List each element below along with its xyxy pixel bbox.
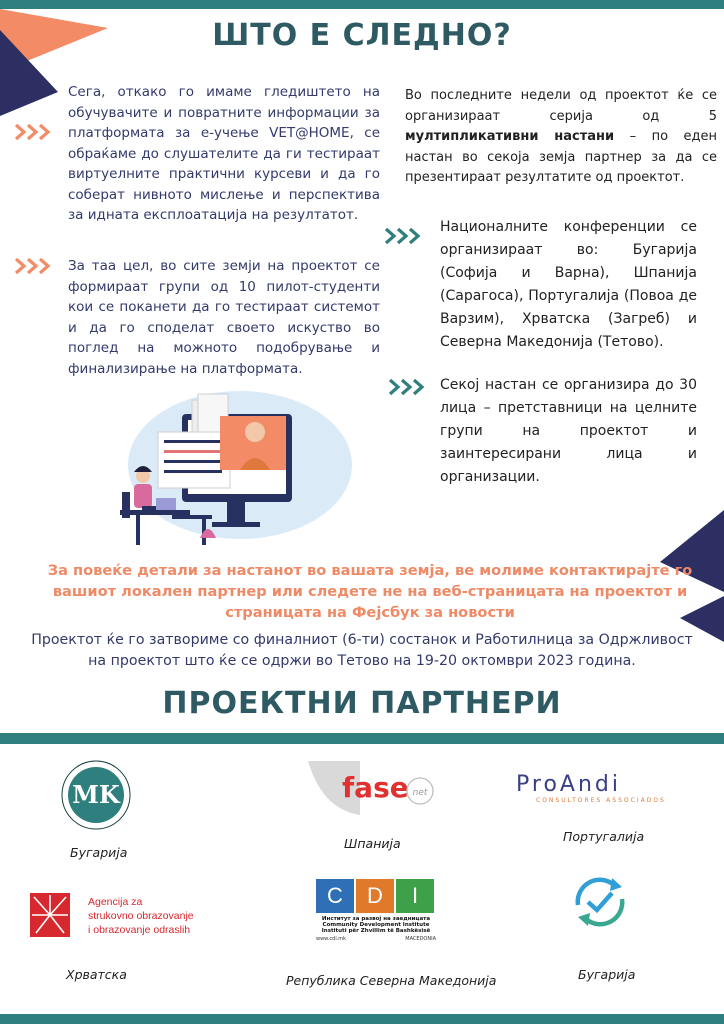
cdi-line-1: Институт за развој на заедницата bbox=[321, 916, 431, 922]
partner-country-bulgaria-1: Бугарија bbox=[70, 845, 128, 860]
asoo-logo-line-1: Agencija za bbox=[88, 896, 143, 908]
attendance-paragraph: Секој настан се организира до 30 лица – претставници на целните групи на проектот и заинтересирани лица и организации. bbox=[440, 377, 697, 485]
cdi-url: www.cdi.mk bbox=[316, 936, 347, 942]
proandi-logo-sub: CONSULTORES ASSOCIADOS bbox=[536, 797, 666, 804]
cdi-letter-c: C bbox=[316, 879, 354, 913]
cdi-logo bbox=[312, 879, 444, 959]
international-college-logo bbox=[58, 757, 134, 833]
cdi-letter-i: I bbox=[396, 879, 434, 913]
fase-logo-sub: net bbox=[412, 788, 428, 798]
pilot-groups-paragraph: За таа цел, во сите земји на проектот се формираат групи од 10 пилот-студенти кои се поканети да го тестираат системот и да го споделат своето искуство во поглед на можното подобрување и финализирање на платформата. bbox=[68, 258, 380, 377]
cdi-line-2: Community Development Institute bbox=[322, 922, 430, 928]
intro-text-end: – по еден настан во секоја земја партнер за да се презентираат резултатите од проектот. bbox=[405, 129, 717, 185]
partner-country-portugal: Португалија bbox=[563, 829, 645, 844]
fase-logo bbox=[302, 757, 438, 819]
partner-country-north-macedonia: Република Северна Македонија bbox=[286, 973, 497, 988]
proandi-logo bbox=[516, 773, 686, 807]
cdi-letter-d: D bbox=[356, 879, 394, 913]
check-arrows-icon bbox=[568, 875, 632, 929]
fase-logo-text: fase bbox=[342, 771, 409, 804]
page-title: ШТО Е СЛЕДНО? bbox=[212, 18, 512, 53]
asoo-logo-line-3: i obrazovanje odraslih bbox=[88, 924, 191, 936]
asoo-logo bbox=[30, 893, 210, 945]
cdi-line-3: Instituti për Zhvillim të Bashkësisë bbox=[321, 928, 431, 934]
bottom-bar bbox=[0, 1014, 724, 1024]
cdi-country: MACEDONIA bbox=[405, 936, 436, 942]
chevron-arrows-icon bbox=[14, 256, 54, 276]
partner-country-spain: Шпанија bbox=[344, 836, 401, 851]
partner-country-croatia: Хрватска bbox=[66, 967, 127, 982]
closing-note: Проектот ќе го затвориме со финалниот (6-ти) состанок и Работилница за Одржливост на проектот што ќе се одржи во Тетово на 19-20 октомври 2023 година. bbox=[31, 632, 693, 669]
online-course-illustration bbox=[112, 380, 352, 555]
pilot-testing-paragraph: Сега, откако го имаме гледиштето на обучувачите и повратните информации за платформата за е-учење VET@HOME, се обраќаме до слушателите да ги тестираат виртуелните практични курсеви и да го соберат нивното мислење и перспектива за идната експлоатација на резултатот. bbox=[68, 84, 380, 223]
call-to-action-text: За повеќе детали за настанот во вашата земја, ве молиме контактирајте го вашиот локален партнер или следете не на веб-страницата на проектот и страницата на Фејсбук за новости bbox=[47, 562, 693, 621]
chevron-arrows-icon bbox=[384, 226, 424, 246]
partners-title: ПРОЕКТНИ ПАРТНЕРИ bbox=[162, 686, 562, 721]
intro-bold-text: мултипликативни настани bbox=[405, 129, 615, 144]
conferences-paragraph: Националните конференции се организираат во: Бугарија (Софија и Варна), Шпанија (Сарагоса), Португалија (Повоа де Варзим), Хрватска (Загреб) и Северна Македонија (Тетово). bbox=[440, 219, 697, 350]
college-logo-letters: MK bbox=[72, 780, 120, 809]
chevron-arrows-icon bbox=[388, 377, 428, 397]
multiplier-events-paragraph bbox=[405, 86, 717, 189]
asoo-logo-line-2: strukovno obrazovanje bbox=[88, 910, 194, 922]
partner-country-bulgaria-2: Бугарија bbox=[578, 967, 636, 982]
proandi-logo-text: ProAndi bbox=[516, 772, 621, 797]
partners-divider-bar bbox=[0, 733, 724, 744]
intro-text: Во последните недели од проектот ќе се организираат серија од 5 bbox=[405, 88, 717, 124]
chevron-arrows-icon bbox=[14, 122, 54, 142]
